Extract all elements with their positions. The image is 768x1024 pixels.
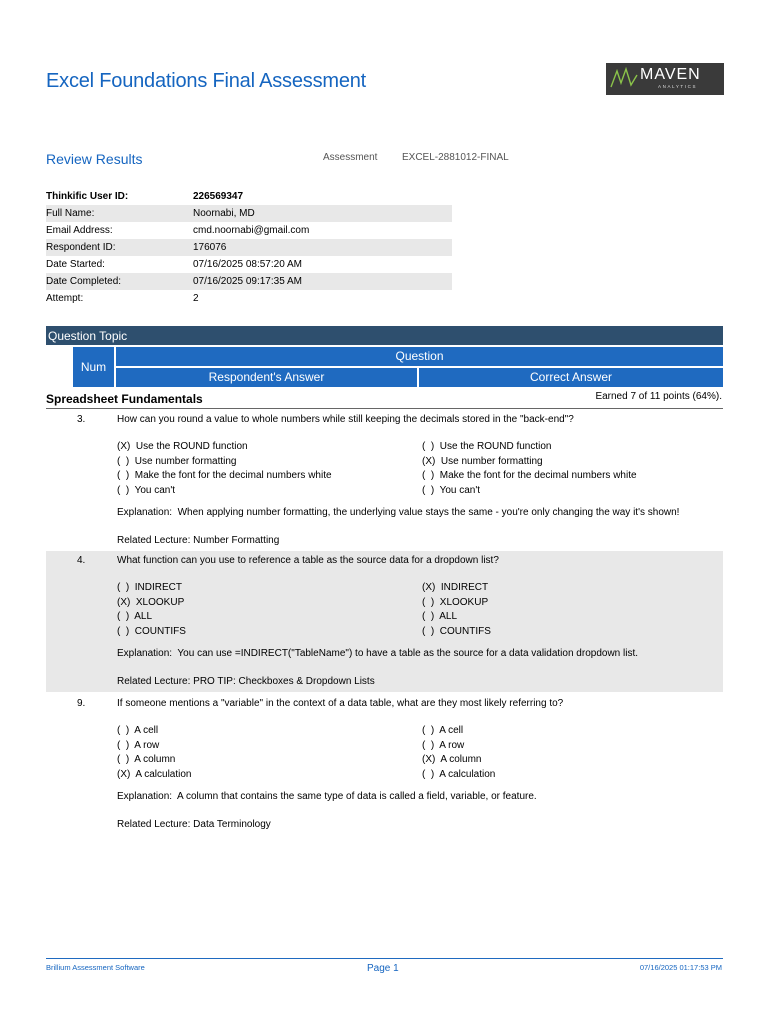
answer-option: ( ) COUNTIFS	[422, 625, 491, 637]
answer-option: ( ) XLOOKUP	[422, 596, 489, 608]
answer-option: ( ) A column	[117, 754, 176, 765]
category-name: Spreadsheet Fundamentals	[46, 392, 203, 406]
related-lecture: Related Lecture: PRO TIP: Checkboxes & Dropdown Lists	[117, 676, 375, 687]
answer-option: ( ) Make the font for the decimal numbers white	[422, 470, 637, 481]
info-row-attempt	[46, 290, 452, 307]
maven-analytics-logo	[606, 63, 724, 95]
question-number: 9.	[77, 698, 86, 709]
review-results-title: Review Results	[46, 151, 143, 167]
info-value: 2	[193, 293, 199, 304]
answer-option: (X) Use the ROUND function	[117, 441, 248, 452]
question-column-header: Question	[116, 347, 723, 366]
answer-option: ( ) ALL	[422, 611, 458, 622]
info-row-user-id	[46, 188, 452, 205]
info-label: Attempt:	[46, 293, 84, 304]
info-value: 226569347	[193, 191, 244, 202]
document-title: Excel Foundations Final Assessment	[46, 70, 367, 92]
info-row-email	[46, 222, 452, 239]
correct-answers	[422, 440, 637, 498]
correct-answer-header: Correct Answer	[419, 368, 723, 387]
answer-option: ( ) You can't	[422, 484, 481, 496]
info-row-respondent-id	[46, 239, 452, 256]
num-column-header: Num	[73, 347, 114, 387]
footer-software-name: Brillium Assessment Software	[46, 963, 145, 972]
question-explanation: Explanation: You can use =INDIRECT("TableName") to have a table as the source for a data validation dropdown list.	[117, 648, 639, 659]
question-item	[46, 410, 723, 550]
question-text: What function can you use to reference a table as the source data for a dropdown list?	[117, 555, 499, 566]
info-value: 07/16/2025 08:57:20 AM	[193, 259, 302, 270]
answer-option: ( ) A calculation	[422, 768, 496, 780]
answer-option: (X) XLOOKUP	[117, 596, 185, 608]
info-row-date-started	[46, 256, 452, 273]
page-number: Page 1	[367, 963, 399, 974]
question-item	[46, 694, 723, 839]
answer-option: (X) A column	[422, 754, 482, 765]
info-value: Noornabi, MD	[193, 208, 255, 219]
info-value: 176076	[193, 242, 227, 253]
info-label: Thinkific User ID:	[46, 191, 129, 202]
footer-timestamp: 07/16/2025 01:17:53 PM	[639, 963, 722, 972]
answer-option: (X) INDIRECT	[422, 582, 489, 593]
answer-option: ( ) COUNTIFS	[117, 625, 186, 637]
answer-option: ( ) Use number formatting	[117, 455, 237, 467]
answer-option: ( ) INDIRECT	[117, 582, 182, 593]
info-label: Email Address:	[46, 225, 113, 236]
respondent-answers	[117, 581, 186, 639]
info-label: Respondent ID:	[46, 242, 116, 253]
category-divider	[46, 408, 723, 409]
category-score: Earned 7 of 11 points (64%).	[595, 391, 722, 402]
answer-option: ( ) A cell	[117, 725, 159, 736]
answer-option: ( ) A row	[117, 739, 160, 751]
logo-brand-text: MAVEN	[640, 66, 701, 83]
info-label: Full Name:	[46, 208, 95, 219]
question-number: 4.	[77, 555, 86, 566]
logo-sub-text: ANALYTICS	[658, 84, 698, 89]
info-value: cmd.noornabi@gmail.com	[193, 225, 310, 236]
answer-option: ( ) A cell	[422, 725, 464, 736]
question-item	[46, 551, 723, 692]
info-label: Date Completed:	[46, 276, 122, 287]
respondent-answers	[117, 440, 332, 498]
answer-option: ( ) You can't	[117, 484, 176, 496]
answer-option: (X) Use number formatting	[422, 455, 543, 467]
question-topic-label: Question Topic	[48, 329, 128, 343]
answer-option: ( ) Make the font for the decimal numbers white	[117, 470, 332, 481]
answer-option: ( ) A row	[422, 739, 465, 751]
footer-divider	[46, 958, 723, 959]
question-number: 3.	[77, 414, 86, 425]
info-row-full-name	[46, 205, 452, 222]
respondent-answers	[117, 724, 191, 782]
correct-answers	[422, 724, 495, 782]
question-explanation: Explanation: A column that contains the same type of data is called a field, variable, or feature.	[117, 791, 537, 802]
question-explanation: Explanation: When applying number formatting, the underlying value stays the same - you're only changing the way it's shown!	[117, 507, 680, 518]
assessment-code: EXCEL-2881012-FINAL	[402, 152, 509, 163]
correct-answers	[422, 581, 491, 639]
question-text: If someone mentions a "variable" in the context of a data table, what are they most likely referring to?	[117, 698, 564, 709]
question-topic-header	[46, 326, 723, 345]
related-lecture: Related Lecture: Data Terminology	[117, 819, 271, 830]
info-label: Date Started:	[46, 259, 105, 270]
answer-option: ( ) Use the ROUND function	[422, 441, 552, 452]
assessment-label: Assessment	[323, 152, 378, 163]
answer-option: (X) A calculation	[117, 768, 192, 780]
respondent-answer-header: Respondent's Answer	[116, 368, 417, 387]
answer-option: ( ) ALL	[117, 611, 153, 622]
info-value: 07/16/2025 09:17:35 AM	[193, 276, 302, 287]
info-row-date-completed	[46, 273, 452, 290]
maven-wave-icon	[609, 67, 639, 91]
question-text: How can you round a value to whole numbers while still keeping the decimals stored in the "back-end"?	[117, 414, 574, 425]
related-lecture: Related Lecture: Number Formatting	[117, 535, 280, 546]
